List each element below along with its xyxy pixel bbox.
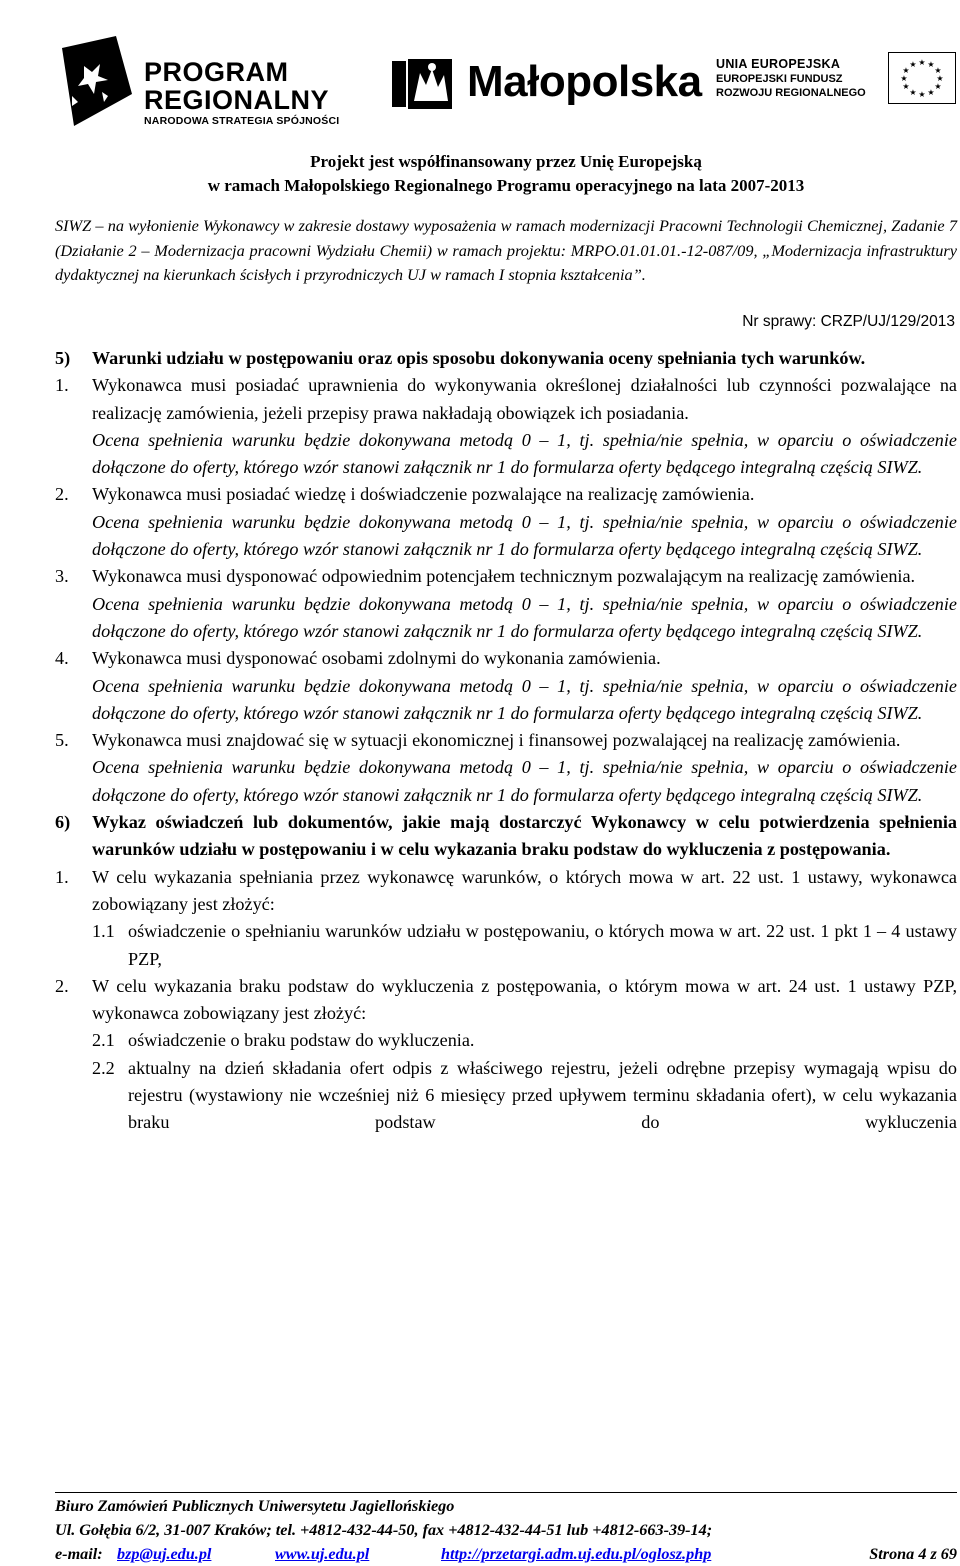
condition-item bbox=[55, 645, 957, 727]
evaluation-text: Ocena spełnienia warunku będzie dokonywana metodą 0 – 1, tj. spełnia/nie spełnia, w oparciu o oświadczenie dołączone do oferty, którego wzór stanowi załącznik nr 1 do formularza oferty będącego integralną częścią SIWZ. bbox=[92, 593, 957, 641]
document-requirement-item bbox=[55, 973, 957, 1137]
svg-text:★: ★ bbox=[918, 90, 926, 99]
evaluation-text: Ocena spełnienia warunku będzie dokonywana metodą 0 – 1, tj. spełnia/nie spełnia, w oparciu o oświadczenie dołączone do oferty, którego wzór stanowi załącznik nr 1 do formularza oferty będącego integralną częścią SIWZ. bbox=[92, 511, 957, 560]
sub-item-number: 1.1 bbox=[92, 921, 115, 942]
condition-item bbox=[55, 563, 957, 645]
case-number: Nr sprawy: CRZP/UJ/129/2013 bbox=[742, 313, 955, 330]
siwz-title: SIWZ – na wyłonienie Wykonawcy w zakresie dostawy wyposażenia w ramach modernizacji Pracowni Technologii Chemicznej, Zadanie 7 (Działanie 2 – Modernizacja pracowni Wydziału Chemii) w ramach projektu: MRPO.01.01.01.-12-087/09, „Modernizacja infrastruktury dydaktycznej na kierunkach ścisłych i przyrodniczych UJ w ramach I stopnia kształcenia”. bbox=[55, 216, 957, 284]
condition-text: Wykonawca musi dysponować odpowiednim potencjałem technicznym pozwalającym na realizację zamówienia. bbox=[92, 566, 916, 587]
svg-text:★: ★ bbox=[934, 66, 942, 75]
project-cofinancing-header bbox=[55, 150, 957, 198]
footer-contact-row bbox=[55, 1542, 957, 1566]
sub-item-text: oświadczenie o braku podstaw do wykluczenia. bbox=[128, 1030, 475, 1051]
item-number: 2. bbox=[55, 484, 69, 505]
footer-page-number: Strona 4 z 69 bbox=[869, 1545, 957, 1563]
document-requirement-item bbox=[55, 864, 957, 973]
sub-item-number: 2.1 bbox=[92, 1030, 115, 1051]
footer-website-link[interactable]: www.uj.edu.pl bbox=[275, 1545, 370, 1563]
document-body bbox=[55, 345, 957, 1137]
condition-text: Wykonawca musi posiadać wiedzę i doświadczenie pozwalające na realizację zamówienia. bbox=[92, 484, 755, 505]
malopolska-title: Małopolska bbox=[467, 57, 702, 106]
condition-item bbox=[55, 372, 957, 481]
project-line-2: w ramach Małopolskiego Regionalnego Programu operacyjnego na lata 2007-2013 bbox=[207, 176, 805, 195]
section-5-items bbox=[55, 372, 957, 809]
svg-text:★: ★ bbox=[909, 60, 917, 69]
section-title: Warunki udziału w postępowaniu oraz opis sposobu dokonywania oceny spełniania tych warunków. bbox=[92, 348, 866, 368]
eu-logo bbox=[716, 52, 956, 112]
item-number: 4. bbox=[55, 648, 69, 669]
section-title: Wykaz oświadczeń lub dokumentów, jakie mają dostarczyć Wykonawcy w celu potwierdzenia spełnienia warunków udziału w postępowaniu i w celu wykazania braku podstaw do wykluczenia z postępowania. bbox=[92, 812, 957, 860]
program-regionalny-emblem-icon bbox=[54, 36, 134, 128]
footer-divider bbox=[55, 1492, 957, 1493]
requirement-text: W celu wykazania spełniania przez wykonawcę warunków, o których mowa w art. 22 ust. 1 ustawy, wykonawca zobowiązany jest złożyć: bbox=[92, 866, 957, 914]
header-logos bbox=[0, 0, 960, 140]
eu-fund-text: UNIA EUROPEJSKA EUROPEJSKI FUNDUSZ ROZWOJU REGIONALNEGO bbox=[716, 57, 866, 99]
sub-item-number: 2.2 bbox=[92, 1057, 115, 1078]
footer-tenders-link[interactable]: http://przetargi.adm.uj.edu.pl/oglosz.php bbox=[441, 1545, 712, 1563]
item-number: 1. bbox=[55, 375, 69, 396]
sub-item-text: oświadczenie o spełnianiu warunków udziału w postępowaniu, o których mowa w art. 22 ust. 1 pkt 1 – 4 ustawy PZP, bbox=[128, 921, 957, 969]
project-line-1: Projekt jest współfinansowany przez Unię Europejską bbox=[310, 152, 702, 171]
svg-text:★: ★ bbox=[909, 88, 917, 97]
condition-text: Wykonawca musi znajdować się w sytuacji ekonomicznej i finansowej pozwalającej na realizację zamówienia. bbox=[92, 730, 901, 751]
condition-item bbox=[55, 727, 957, 809]
sub-item bbox=[92, 918, 957, 973]
footer-email-label: e-mail: bbox=[55, 1545, 103, 1563]
condition-item bbox=[55, 481, 957, 563]
svg-text:★: ★ bbox=[902, 66, 910, 75]
program-regionalny-title: PROGRAM REGIONALNY bbox=[144, 57, 330, 115]
item-number: 3. bbox=[55, 566, 69, 587]
svg-text:★: ★ bbox=[927, 88, 935, 97]
program-regionalny-subtitle: NARODOWA STRATEGIA SPÓJNOŚCI bbox=[144, 115, 340, 127]
program-regionalny-logo bbox=[54, 36, 354, 126]
footer-office: Biuro Zamówień Publicznych Uniwersytetu Jagiellońskiego bbox=[55, 1497, 455, 1515]
condition-text: Wykonawca musi posiadać uprawnienia do wykonywania określonej działalności lub czynności pozwalające na realizację zamówienia, jeżeli przepisy prawa nakładają obowiązek ich posiadania. bbox=[92, 375, 957, 423]
sub-item bbox=[92, 1055, 957, 1137]
requirement-text: W celu wykazania braku podstaw do wykluczenia z postępowania, o którym mowa w art. 24 ust. 1 ustawy PZP, wykonawca zobowiązany jest złożyć: bbox=[92, 975, 957, 1024]
svg-text:★: ★ bbox=[902, 82, 910, 91]
footer-email-link[interactable]: bzp@uj.edu.pl bbox=[117, 1545, 212, 1563]
svg-text:★: ★ bbox=[936, 74, 944, 83]
footer-address: Ul. Gołębia 6/2, 31-007 Kraków; tel. +4812-432-44-50, fax +4812-432-44-51 lub +4812-663-39-14; bbox=[55, 1521, 713, 1539]
svg-text:★: ★ bbox=[927, 60, 935, 69]
svg-text:★: ★ bbox=[918, 58, 926, 67]
evaluation-text: Ocena spełnienia warunku będzie dokonywana metodą 0 – 1, tj. spełnia/nie spełnia, w oparciu o oświadczenie dołączone do oferty, którego wzór stanowi załącznik nr 1 do formularza oferty będącego integralną częścią SIWZ. bbox=[92, 675, 957, 723]
svg-text:★: ★ bbox=[900, 74, 908, 83]
item-number: 5. bbox=[55, 730, 69, 751]
footer bbox=[55, 1494, 957, 1566]
svg-text:★: ★ bbox=[934, 82, 942, 91]
item-number: 1. bbox=[55, 866, 69, 887]
item-number: 2. bbox=[55, 975, 69, 996]
malopolska-emblem-icon bbox=[392, 55, 460, 113]
evaluation-text: Ocena spełnienia warunku będzie dokonywana metodą 0 – 1, tj. spełnia/nie spełnia, w oparciu o oświadczenie dołączone do oferty, którego wzór stanowi załącznik nr 1 do formularza oferty będącego integralną częścią SIWZ. bbox=[92, 429, 957, 478]
section-6-items bbox=[55, 864, 957, 1137]
malopolska-logo bbox=[392, 55, 702, 115]
sub-item bbox=[92, 1027, 957, 1054]
evaluation-text: Ocena spełnienia warunku będzie dokonywana metodą 0 – 1, tj. spełnia/nie spełnia, w oparciu o oświadczenie dołączone do oferty, którego wzór stanowi załącznik nr 1 do formularza oferty będącego integralną częścią SIWZ. bbox=[92, 757, 957, 805]
section-number: 6) bbox=[55, 812, 71, 833]
section-number: 5) bbox=[55, 348, 71, 368]
sub-item-text: aktualny na dzień składania ofert odpis z właściwego rejestru, jeżeli odrębne przepisy wymagają wpisu do rejestru (wystawiony nie wcześniej niż 6 miesięcy przed upływem terminu składania ofert), w celu wykazania braku podstaw do wykluczenia bbox=[128, 1057, 957, 1133]
section-5-heading bbox=[55, 345, 957, 372]
eu-flag-icon bbox=[888, 52, 956, 104]
section-6-heading bbox=[55, 809, 957, 864]
condition-text: Wykonawca musi dysponować osobami zdolnymi do wykonania zamówienia. bbox=[92, 648, 661, 669]
